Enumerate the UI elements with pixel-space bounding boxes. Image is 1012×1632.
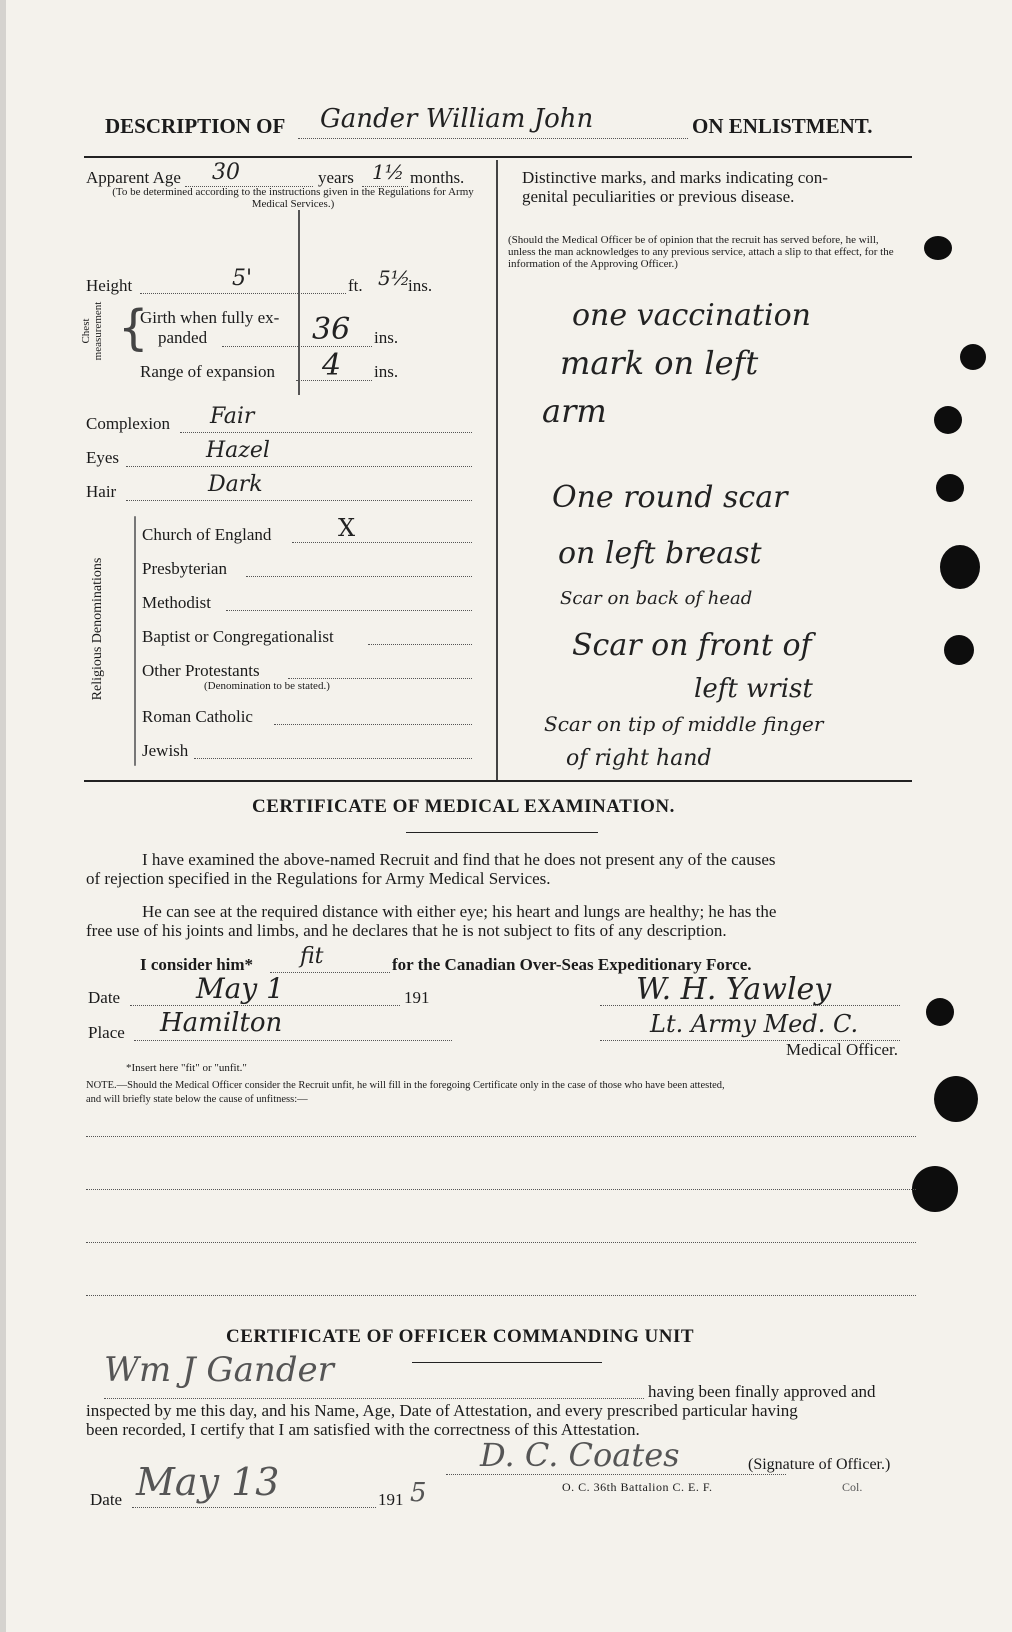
commanding-text-3: been recorded, I certify that I am satisfied with the correctness of this Attestation. — [86, 1420, 640, 1439]
medical-place-value: Hamilton — [160, 1008, 283, 1038]
mark-entry: left wrist — [694, 674, 813, 704]
consider-value: fit — [300, 944, 324, 969]
complexion-label: Complexion — [86, 414, 171, 433]
header-rule — [84, 156, 912, 158]
unfit-note: and will briefly state below the cause of unfitness:— — [86, 1094, 308, 1105]
punch-hole — [936, 474, 964, 502]
age-months-label: months. — [410, 168, 465, 187]
marks-heading-1: Distinctive marks, and marks indicating con- — [522, 168, 828, 187]
chest-ins-label: ins. — [374, 328, 399, 347]
consider-label: I consider him* — [140, 955, 254, 974]
commanding-title: CERTIFICATE OF OFFICER COMMANDING UNIT — [226, 1326, 695, 1347]
mark-entry: one vaccination — [572, 298, 811, 333]
punch-hole — [934, 1076, 978, 1122]
header-suffix: ON ENLISTMENT. — [692, 114, 873, 138]
medical-year: 191 — [404, 988, 430, 1007]
medical-place-label: Place — [88, 1023, 125, 1042]
height-feet-value: 5' — [232, 266, 253, 291]
mark-entry: arm — [542, 392, 607, 430]
religion-item: Presbyterian — [142, 559, 227, 578]
header-prefix: DESCRIPTION OF — [105, 114, 286, 138]
height-label: Height — [86, 276, 133, 295]
religion-other-note: (Denomination to be stated.) — [204, 680, 330, 692]
hair-line — [126, 500, 472, 501]
religion-side-label: Religious Denominations — [90, 557, 105, 701]
commanding-name-line — [104, 1398, 644, 1399]
unfit-line — [86, 1295, 916, 1296]
religion-line — [226, 610, 472, 611]
religion-item: Other Protestants — [142, 661, 260, 680]
medical-para2: He can see at the required distance with either eye; his heart and lungs are healthy; he has the — [142, 902, 777, 921]
religion-line — [368, 644, 472, 645]
religion-item: Roman Catholic — [142, 707, 253, 726]
religion-brace — [134, 516, 136, 766]
commanding-date-value: May 13 — [136, 1460, 280, 1504]
punch-hole — [960, 344, 986, 370]
chest-range-value: 4 — [322, 348, 342, 383]
commanding-signature-line — [446, 1474, 786, 1475]
height-feet-line — [140, 293, 346, 294]
mark-entry: One round scar — [552, 480, 788, 515]
commanding-year: 191 — [378, 1490, 404, 1509]
medical-date-label: Date — [88, 988, 121, 1007]
age-years-label: years — [318, 168, 354, 187]
punch-hole — [934, 406, 962, 434]
unfit-line — [86, 1242, 916, 1243]
name-line — [298, 138, 688, 139]
medical-para1: of rejection specified in the Regulations for Army Medical Services. — [86, 869, 551, 888]
age-months-value: 1½ — [372, 160, 405, 184]
medical-signature: W. H. Yawley — [636, 972, 832, 1007]
chest-range-label: Range of expansion — [140, 362, 276, 381]
section-rule — [84, 780, 912, 782]
unfit-note: NOTE.—Should the Medical Officer consider the Recruit unfit, he will fill in the foregoing Certificate only in the case of those who have been attested, — [86, 1080, 725, 1091]
page-edge — [0, 0, 6, 1632]
marks-note: (Should the Medical Officer be of opinion that the recruit has served before, he will, unless the man acknowledges to any previous service, attach a slip to that effect, for the information of the Approving Officer.) — [508, 234, 894, 270]
religion-item: Baptist or Congregationalist — [142, 627, 334, 646]
unfit-line — [86, 1189, 916, 1190]
commanding-text-1: having been finally approved and — [648, 1382, 876, 1401]
religion-mark: X — [338, 514, 356, 542]
height-ft-label: ft. — [348, 276, 363, 295]
medical-date-line — [130, 1005, 400, 1006]
mark-entry: Scar on tip of middle finger — [544, 712, 824, 736]
complexion-line — [180, 432, 472, 433]
chest-girth-label-2: panded — [158, 328, 208, 347]
commanding-unit: O. C. 36th Battalion C. E. F. — [562, 1480, 713, 1494]
commanding-text-2: inspected by me this day, and his Name, Age, Date of Attestation, and every prescribed particular having — [86, 1401, 798, 1420]
consider-line — [270, 972, 390, 973]
religion-line — [292, 542, 472, 543]
commanding-date-label: Date — [90, 1490, 123, 1509]
chest-girth-label-1: Girth when fully ex- — [140, 308, 280, 327]
punch-hole — [924, 236, 952, 260]
medical-place-line — [134, 1040, 452, 1041]
commanding-col: Col. — [842, 1480, 863, 1494]
medical-title: CERTIFICATE OF MEDICAL EXAMINATION. — [252, 796, 675, 817]
eyes-line — [126, 466, 472, 467]
eyes-value: Hazel — [206, 438, 270, 463]
religion-item: Jewish — [142, 741, 189, 760]
religion-item: Methodist — [142, 593, 211, 612]
recruit-name: Gander William John — [320, 104, 594, 134]
height-inches-value: 5½ — [378, 266, 411, 290]
mark-entry: of right hand — [566, 746, 712, 771]
mark-entry: Scar on front of — [572, 628, 812, 663]
mark-entry: mark on left — [560, 344, 759, 382]
medical-date-value: May 1 — [196, 972, 284, 1005]
punch-hole — [912, 1166, 958, 1212]
commanding-signature: D. C. Coates — [480, 1436, 680, 1474]
column-divider — [496, 160, 498, 780]
religion-line — [274, 724, 472, 725]
insert-note: *Insert here "fit" or "unfit." — [126, 1062, 247, 1074]
hair-value: Dark — [208, 472, 263, 497]
chest-brace: { — [118, 300, 149, 356]
chest-range-ins: ins. — [374, 362, 399, 381]
medical-rank: Lt. Army Med. C. — [650, 1010, 859, 1038]
religion-line — [194, 758, 472, 759]
age-label: Apparent Age — [86, 168, 181, 187]
religion-item: Church of England — [142, 525, 272, 544]
commanding-signature-label: (Signature of Officer.) — [748, 1456, 891, 1473]
marks-heading-2: genital peculiarities or previous disease. — [522, 187, 795, 206]
hair-label: Hair — [86, 482, 117, 501]
commanding-year-suffix: 5 — [410, 1478, 427, 1508]
medical-officer-label: Medical Officer. — [786, 1040, 899, 1059]
mark-entry: Scar on back of head — [560, 588, 753, 609]
punch-hole — [944, 635, 974, 665]
commanding-name-value: Wm J Gander — [104, 1350, 334, 1390]
punch-hole — [926, 998, 954, 1026]
commanding-title-underline — [412, 1362, 602, 1363]
unfit-line — [86, 1136, 916, 1137]
medical-para1: I have examined the above-named Recruit and find that he does not present any of the causes — [142, 850, 776, 869]
consider-suffix: for the Canadian Over-Seas Expeditionary Force. — [392, 955, 752, 974]
complexion-value: Fair — [210, 404, 255, 429]
commanding-date-line — [132, 1507, 376, 1508]
age-years-value: 30 — [212, 160, 240, 185]
chest-side-label: Chest measurement — [80, 301, 104, 361]
punch-hole — [940, 545, 980, 589]
chest-vertical-rule — [298, 210, 300, 395]
medical-para2: free use of his joints and limbs, and he declares that he is not subject to fits of any description. — [86, 921, 727, 940]
height-ins-label: ins. — [408, 276, 433, 295]
medical-title-underline — [406, 832, 598, 833]
religion-line — [288, 678, 472, 679]
religion-line — [246, 576, 472, 577]
mark-entry: on left breast — [558, 536, 762, 571]
age-note: (To be determined according to the instructions given in the Regulations for Army Medical Services.) — [112, 186, 474, 210]
eyes-label: Eyes — [86, 448, 120, 467]
chest-girth-value: 36 — [312, 312, 351, 347]
